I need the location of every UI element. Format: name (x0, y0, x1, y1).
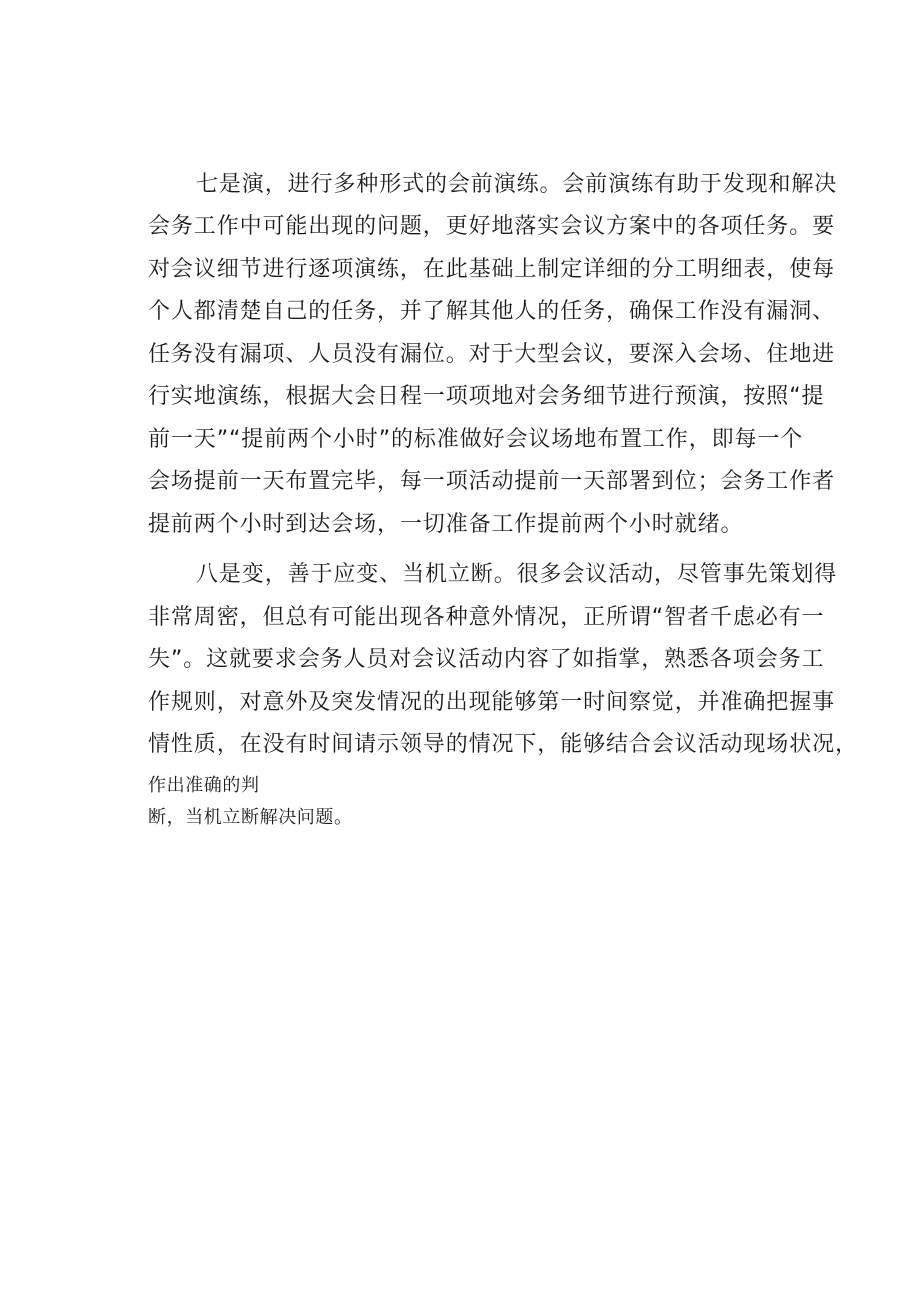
text-line: 失”。这就要求会务人员对会议活动内容了如指掌，熟悉各项会务工 (148, 647, 825, 672)
text-line: 任务没有漏项、人员没有漏位。对于大型会议，要深入会场、住地进 (148, 342, 836, 367)
text-line: 对会议细节进行逐项演练，在此基础上制定详细的分工明细表，使每 (148, 257, 836, 282)
text-line: 非常周密，但总有可能出现各种意外情况，正所谓“智者千虑必有一 (148, 605, 825, 630)
text-line: 作出准确的判 (148, 775, 260, 796)
text-line: 作规则，对意外及突发情况的出现能够第一时间察觉，并准确把握事 (148, 690, 836, 715)
text-line: 前一天”“提前两个小时”的标准做好会议场地布置工作，即每一个 (148, 427, 804, 452)
text-line: 八是变，善于应变、当机立断。很多会议活动，尽管事先策划得 (196, 562, 838, 587)
text-line: 断，当机立断解决问题。 (148, 807, 353, 828)
text-line: 提前两个小时到达会场，一切准备工作提前两个小时就绪。 (148, 512, 744, 537)
text-line: 会场提前一天布置完毕，每一项活动提前一天部署到位；会务工作者 (148, 469, 836, 494)
text-line: 行实地演练，根据大会日程一项项地对会务细节进行预演，按照“提 (148, 384, 825, 409)
text-line: 会务工作中可能出现的问题，更好地落实会议方案中的各项任务。要 (148, 214, 836, 239)
text-line: 个人都清楚自己的任务，并了解其他人的任务，确保工作没有漏洞、 (148, 299, 836, 324)
text-line: 情性质，在没有时间请示领导的情况下，能够结合会议活动现场状况， (148, 732, 858, 757)
text-line: 七是演，进行多种形式的会前演练。会前演练有助于发现和解决 (196, 172, 838, 197)
